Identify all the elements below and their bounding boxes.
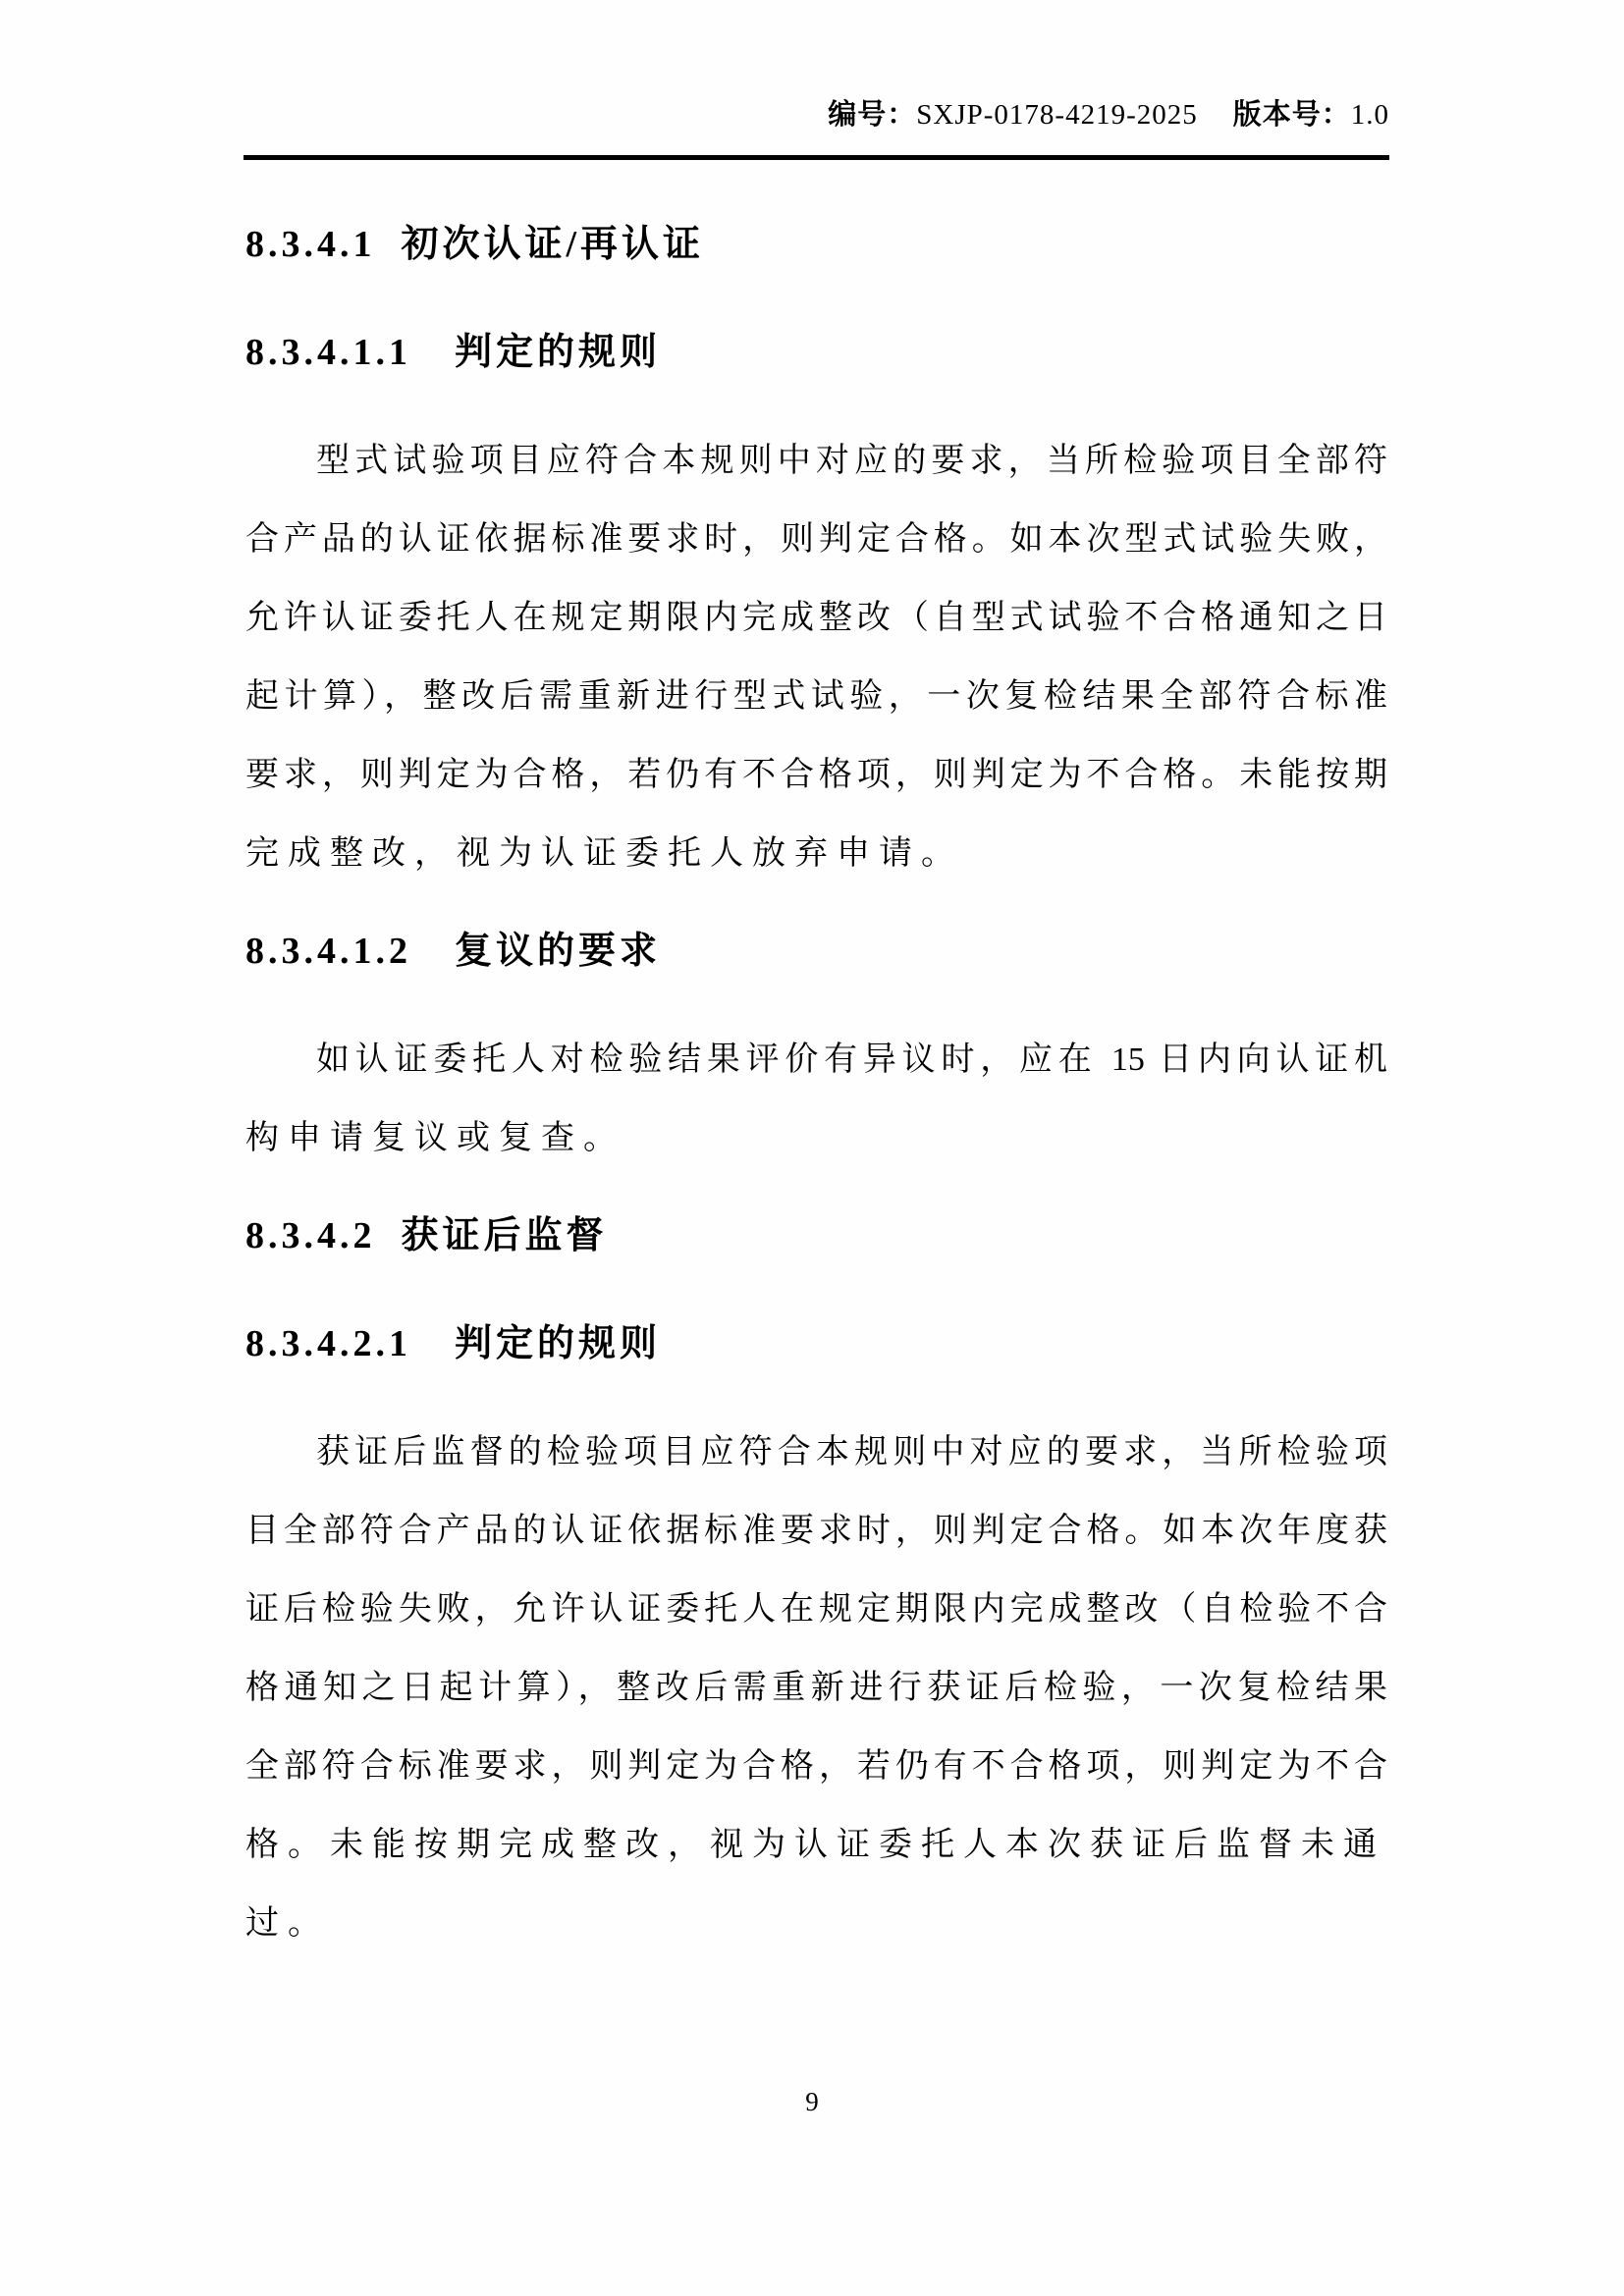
- doc-code-label: 编号：: [828, 99, 917, 131]
- section-heading-8-3-4-2-1: [245, 1321, 1389, 1366]
- section-heading-8-3-4-1-2: [245, 929, 1389, 974]
- paragraph-line: 合产品的认证依据标准要求时，则判定合格。如本次型式试验失败，: [245, 521, 1387, 558]
- heading-number: 8.3.4.2: [245, 1215, 376, 1256]
- page-number: 9: [805, 2087, 819, 2116]
- paragraph-type-test-judgement: [245, 422, 1387, 893]
- paragraph-post-cert-judgement: [245, 1414, 1387, 1942]
- section-heading-8-3-4-1: [245, 222, 1389, 267]
- section-heading-8-3-4-1-1: [245, 330, 1389, 375]
- heading-title: 判定的规则: [455, 1323, 662, 1364]
- paragraph-line: 起计算），整改后需重新进行型式试验，一次复检结果全部符合标准: [245, 678, 1387, 715]
- paragraph-line: 如认证委托人对检验结果评价有异议时，应在 15 日内向认证机: [316, 1041, 1387, 1078]
- heading-number: 8.3.4.2.1: [245, 1323, 411, 1364]
- heading-title: 获证后监督: [401, 1215, 608, 1256]
- paragraph-line: 允许认证委托人在规定期限内完成整改（自型式试验不合格通知之日: [245, 600, 1387, 636]
- paragraph-line: 证后检验失败，允许认证委托人在规定期限内完成整改（自检验不合: [245, 1591, 1387, 1628]
- paragraph-review-request: [245, 1021, 1387, 1178]
- doc-version-value: 1.0: [1350, 99, 1389, 131]
- doc-version-label: 版本号：: [1232, 99, 1351, 131]
- section-heading-8-3-4-2: [245, 1213, 1389, 1258]
- paragraph-line: 格。未能按期完成整改，视为认证委托人本次获证后监督未通过。: [245, 1827, 1385, 1942]
- heading-number: 8.3.4.1.1: [245, 332, 411, 373]
- heading-number: 8.3.4.1.2: [245, 931, 411, 972]
- doc-code-value: SXJP-0178-4219-2025: [916, 99, 1198, 131]
- paragraph-line: 构申请复议或复查。: [245, 1120, 625, 1156]
- paragraph-line: 目全部符合产品的认证依据标准要求时，则判定合格。如本次年度获: [245, 1513, 1387, 1549]
- heading-title: 初次认证/再认证: [401, 224, 705, 265]
- paragraph-line: 全部符合标准要求，则判定为合格，若仍有不合格项，则判定为不合: [245, 1748, 1387, 1785]
- paragraph-line: 型式试验项目应符合本规则中对应的要求，当所检验项目全部符: [316, 443, 1387, 479]
- header-rule: [244, 155, 1389, 160]
- paragraph-line: 获证后监督的检验项目应符合本规则中对应的要求，当所检验项: [316, 1434, 1387, 1470]
- heading-title: 复议的要求: [455, 931, 662, 972]
- heading-number: 8.3.4.1: [245, 224, 376, 265]
- paragraph-line: 要求，则判定为合格，若仍有不合格项，则判定为不合格。未能按期: [245, 757, 1387, 793]
- paragraph-line: 格通知之日起计算），整改后需重新进行获证后检验，一次复检结果: [245, 1670, 1387, 1706]
- paragraph-line: 完成整改，视为认证委托人放弃申请。: [245, 835, 963, 872]
- page-footer: [0, 2079, 1624, 2124]
- page-header: [245, 92, 1389, 137]
- heading-title: 判定的规则: [455, 332, 662, 373]
